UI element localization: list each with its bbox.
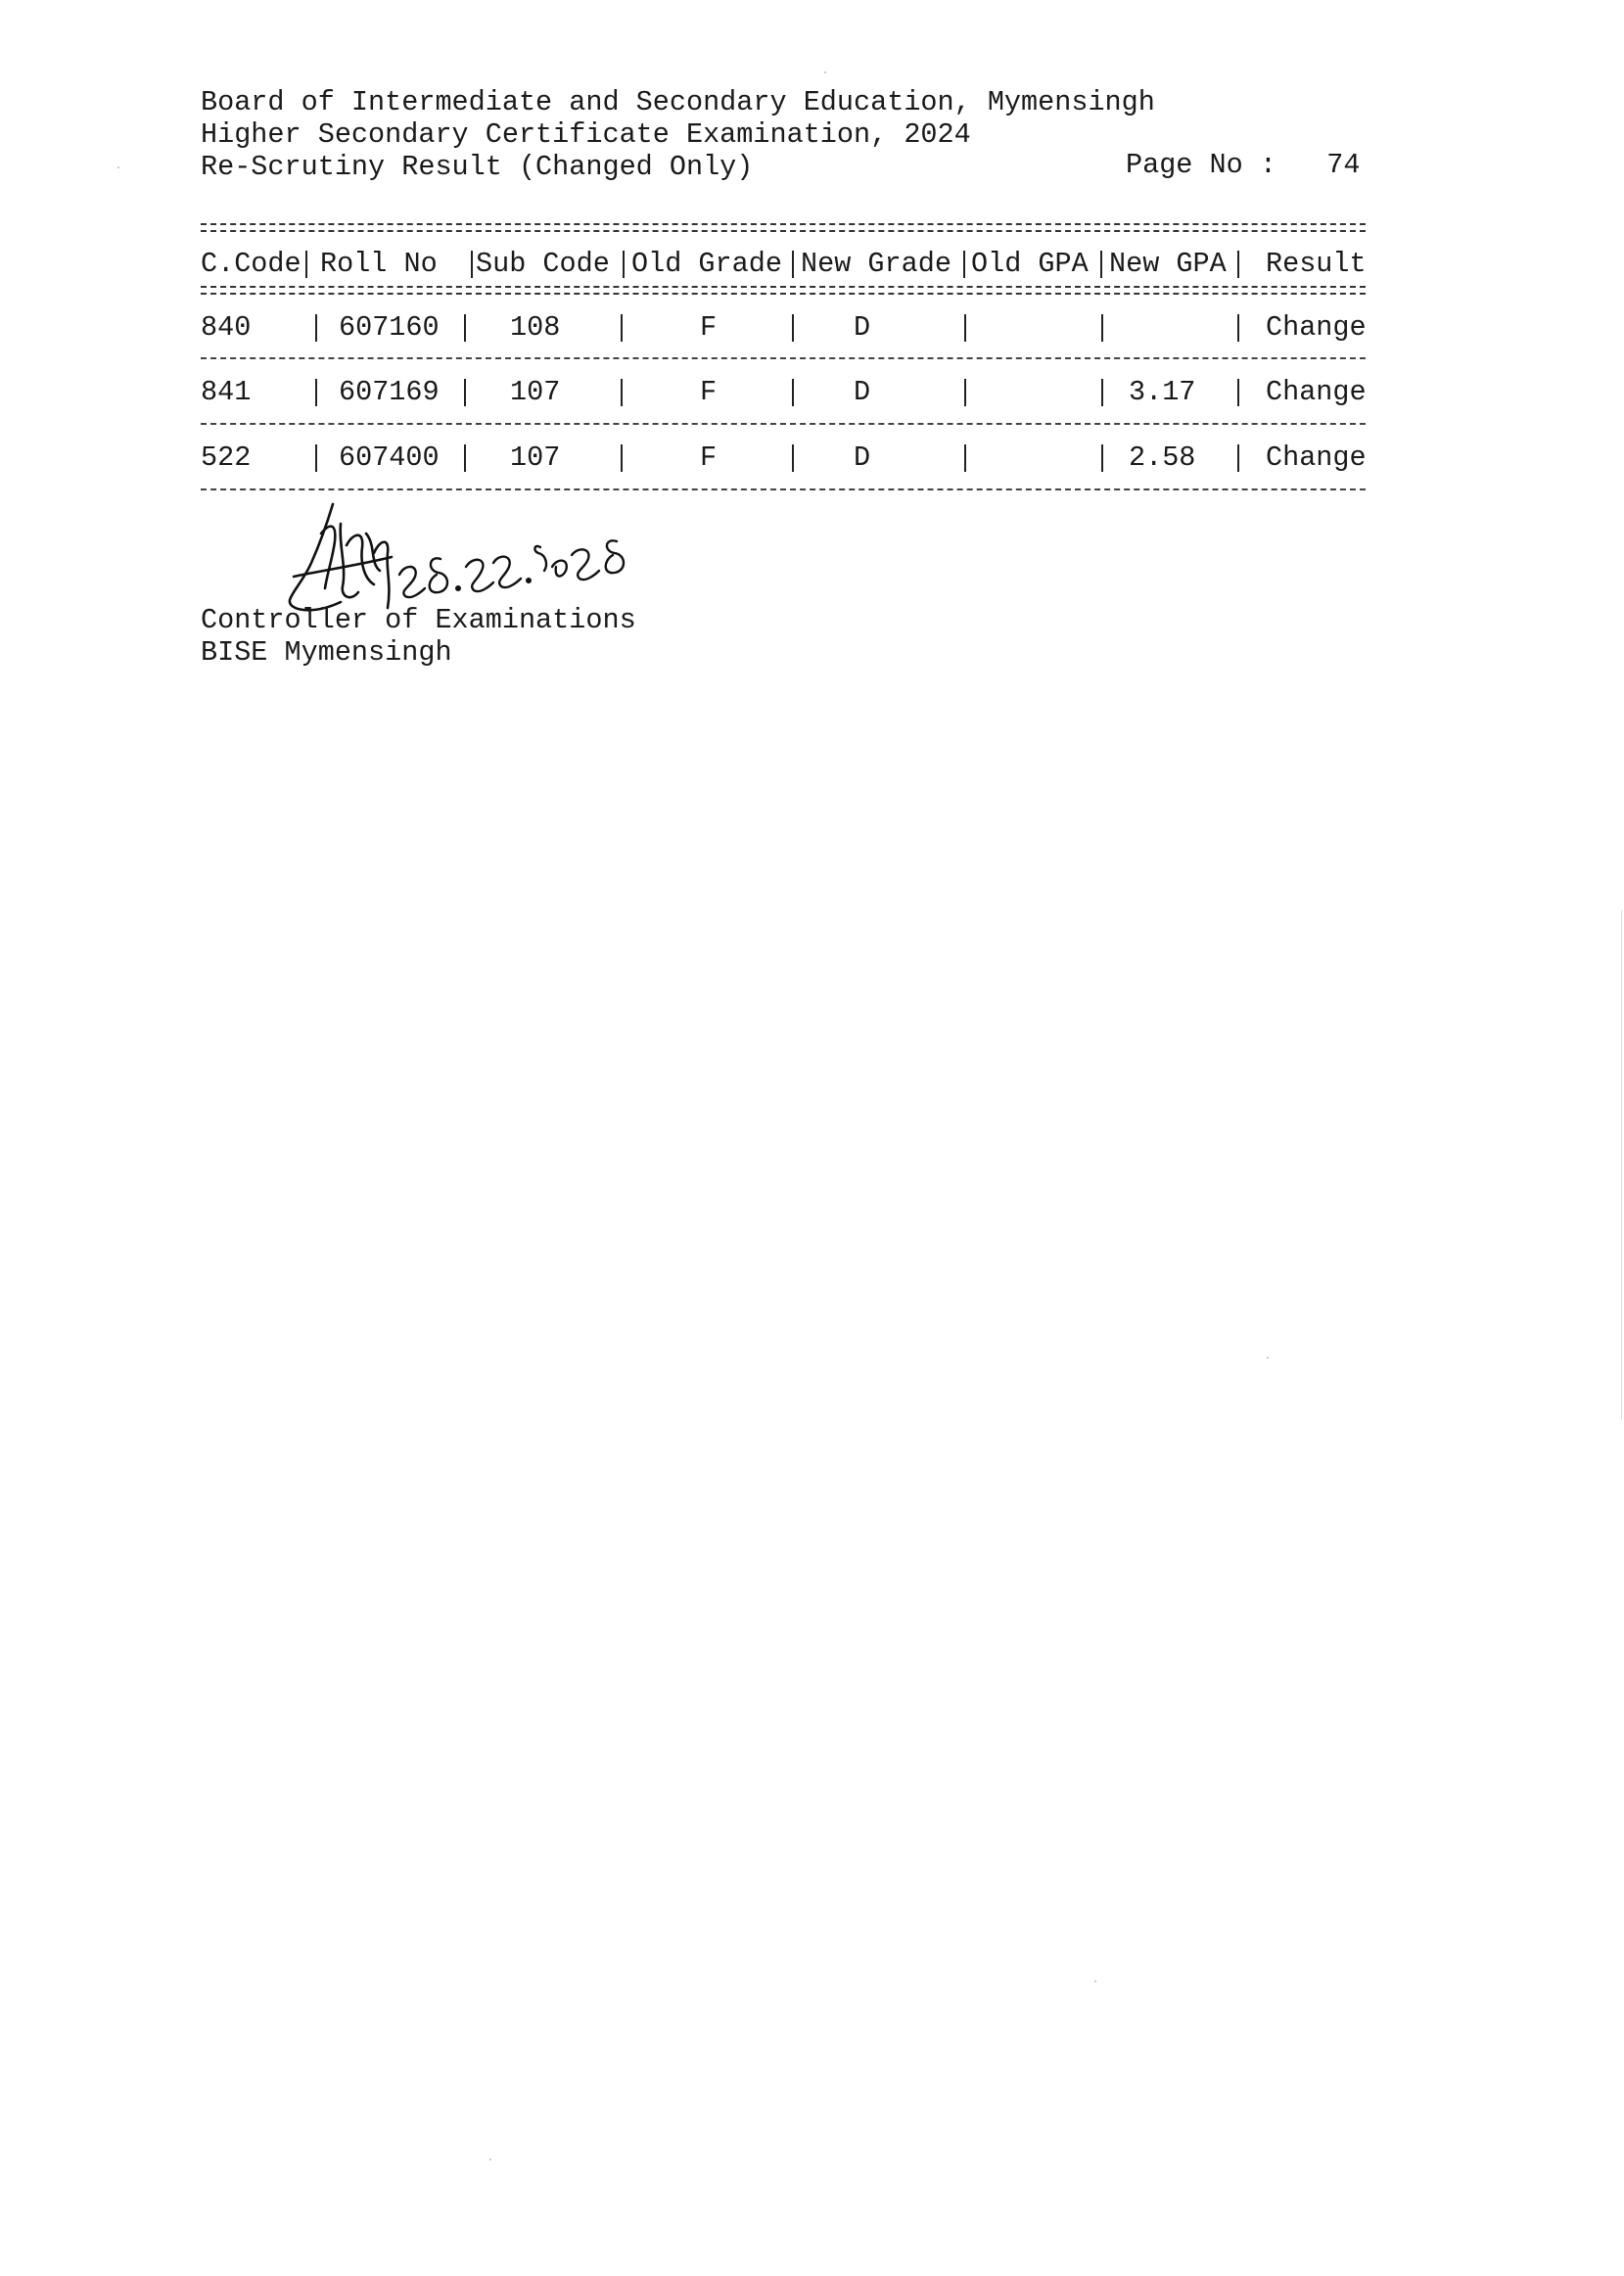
handwritten-signature	[282, 494, 654, 622]
cell-new-grade: D	[854, 311, 871, 344]
cell-c-code: 840	[201, 311, 252, 344]
row-divider	[201, 423, 1366, 425]
column-separator	[1237, 251, 1239, 278]
column-separator	[315, 444, 317, 472]
column-separator	[792, 444, 794, 472]
cell-old-grade: F	[700, 311, 718, 344]
scan-speck	[1267, 1357, 1269, 1359]
cell-new-gpa: 2.58	[1129, 441, 1196, 474]
cell-old-grade: F	[700, 441, 718, 474]
cell-roll-no: 607169	[339, 376, 440, 408]
exam-title: Higher Secondary Certificate Examination, 2024	[201, 118, 971, 151]
col-header-roll-no: Roll No	[320, 248, 438, 280]
column-separator	[1237, 379, 1239, 406]
column-separator	[621, 444, 623, 472]
table-header-row	[201, 248, 1366, 281]
column-separator	[792, 379, 794, 406]
column-separator	[792, 314, 794, 342]
scan-speck	[117, 166, 119, 168]
cell-roll-no: 607160	[339, 311, 440, 344]
column-separator	[1237, 444, 1239, 472]
column-separator	[963, 251, 965, 278]
column-separator	[464, 444, 466, 472]
column-separator	[1101, 444, 1103, 472]
page-number-label: Page No :	[1126, 149, 1276, 181]
cell-c-code: 522	[201, 441, 252, 474]
col-header-result: Result	[1266, 248, 1367, 280]
table-row	[201, 441, 1366, 475]
column-separator	[315, 314, 317, 342]
column-separator	[1101, 379, 1103, 406]
column-separator	[464, 379, 466, 406]
board-name: BISE Mymensingh	[201, 636, 452, 669]
scan-speck	[489, 2159, 491, 2160]
column-separator	[305, 251, 307, 278]
column-separator	[1100, 251, 1102, 278]
cell-result: Change	[1266, 376, 1367, 408]
cell-roll-no: 607400	[339, 441, 440, 474]
col-header-old-gpa: Old GPA	[971, 248, 1089, 280]
cell-result: Change	[1266, 441, 1367, 474]
column-separator	[623, 251, 625, 278]
col-header-new-grade: New Grade	[801, 248, 951, 280]
table-top-rule	[201, 223, 1366, 232]
cell-new-grade: D	[854, 441, 871, 474]
table-row	[201, 376, 1366, 409]
column-separator	[621, 314, 623, 342]
cell-new-gpa: 3.17	[1129, 376, 1196, 408]
column-separator	[621, 379, 623, 406]
cell-new-grade: D	[854, 376, 871, 408]
column-separator	[964, 379, 966, 406]
cell-sub-code: 107	[510, 376, 561, 408]
column-separator	[964, 314, 966, 342]
cell-sub-code: 108	[510, 311, 561, 344]
board-title: Board of Intermediate and Secondary Education, Mymensingh	[201, 86, 1155, 118]
cell-old-grade: F	[700, 376, 718, 408]
scan-speck	[824, 71, 826, 73]
col-header-old-grade: Old Grade	[631, 248, 782, 280]
col-header-c-code: C.Code	[201, 248, 302, 280]
page-number-value: 74	[1326, 149, 1361, 181]
page-number	[1126, 149, 1360, 181]
scan-speck	[1094, 1980, 1096, 1982]
cell-sub-code: 107	[510, 441, 561, 474]
column-separator	[1237, 314, 1239, 342]
controller-title: Controller of Examinations	[201, 604, 636, 636]
cell-result: Change	[1266, 311, 1367, 344]
col-header-sub-code: Sub Code	[476, 248, 610, 280]
result-title: Re-Scrutiny Result (Changed Only)	[201, 151, 754, 183]
column-separator	[464, 314, 466, 342]
cell-c-code: 841	[201, 376, 252, 408]
scan-edge	[1621, 910, 1622, 1419]
row-divider	[201, 488, 1366, 490]
table-header-rule	[201, 286, 1366, 295]
column-separator	[792, 251, 794, 278]
table-row	[201, 311, 1366, 345]
col-header-new-gpa: New GPA	[1109, 248, 1227, 280]
column-separator	[1101, 314, 1103, 342]
row-divider	[201, 357, 1366, 359]
column-separator	[315, 379, 317, 406]
column-separator	[471, 251, 473, 278]
column-separator	[964, 444, 966, 472]
